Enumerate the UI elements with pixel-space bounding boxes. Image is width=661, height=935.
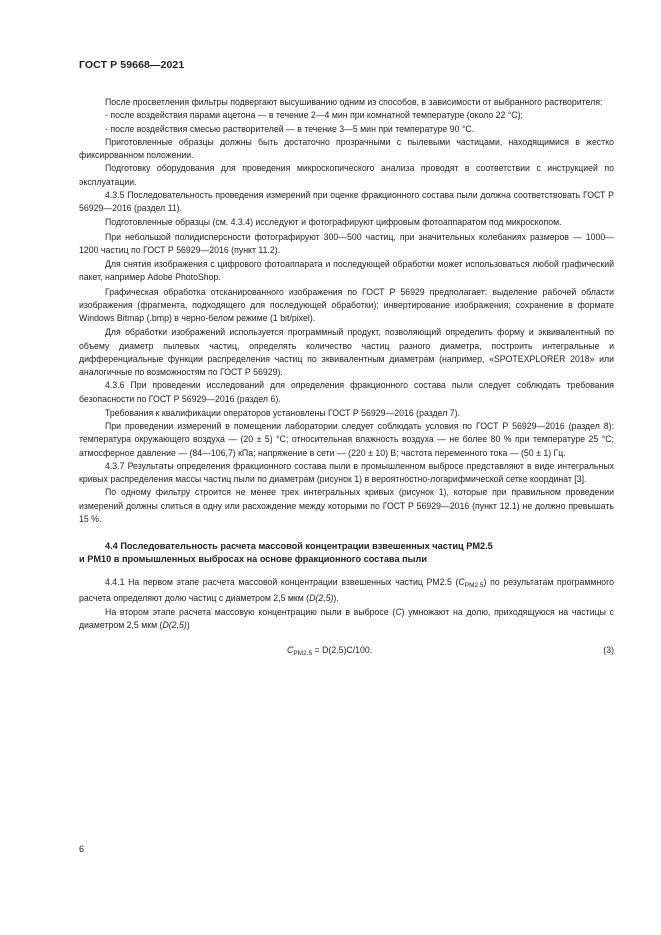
section-heading-line: 4.4 Последовательность расчета массовой концентрации взвешенных частиц PM2.5 [105, 541, 493, 551]
section-heading-4-4 [79, 540, 614, 566]
paragraph: Графическая обработка отсканированного изображения по ГОСТ Р 56929 предполагает: выделение рабочей области изображения (фрагмента, подходящего для последующей обработки); инвертирование изображения; сохранение в формате Windows Bitmap (.bmp) в черно-белом режиме (1 bit/pixel). [79, 286, 614, 323]
paragraph: Подготовку оборудования для проведения микроскопического анализа проводят в соответствии с инструкцией по эксплуатации. [79, 163, 614, 187]
paragraph: 4.3.5 Последовательность проведения измерений при оценке фракционного состава пыли должна соответствовать ГОСТ Р 56929—2016 (раздел 11). [79, 189, 614, 213]
paragraph: По одному фильтру строится не менее трех интегральных кривых (рисунок 1), которые при правильном проведении измерений должны слиться в одну или расхождение между которыми по ГОСТ Р 56929—2016 (пункт 12.1) не должно превышать 15 %. [79, 487, 614, 524]
page-number: 6 [79, 844, 85, 854]
paragraph: 4.3.7 Результаты определения фракционного состава пыли в промышленном выбросе представляют в виде интегральных кривых распределения массы частиц пыли по диаметрам (рисунок 1) в вероятностно-логарифмической сетке координат [3]. [79, 460, 614, 484]
paragraph: Приготовленные образцы должны быть достаточно прозрачными с пылевыми частицами, находящимися в жестко фиксированном положении. [79, 136, 614, 160]
formula-row [79, 638, 614, 668]
formula-3: $C_{PM2.5} = D(2,5)C/100$. [287, 645, 373, 657]
paragraph: После просветления фильтры подвергают высушиванию одним из способов, в зависимости от выбранного растворителя: [105, 97, 603, 107]
paragraph: 4.3.6 При проведении исследований для определения фракционного состава пыли следует соблюдать требования безопасности по ГОСТ Р 56929—2016 (раздел 6). [79, 380, 614, 404]
paragraph-second-stage: На втором этапе расчета массовую концентрацию пыли в выбросе (C) умножают на долю, приходящуюся на частицы с диаметром 2,5 мкм (D(2,5)) [79, 606, 614, 630]
paragraph: Подготовленные образцы (см. 4.3.4) исследуют и фотографируют цифровым фотоаппаратом под микроскопом. [105, 217, 562, 228]
paragraph: При проведении измерений в помещении лаборатории следует соблюдать условия по ГОСТ Р 56929—2016 (раздел 8): температура окружающего воздуха — (20 ± 5) °С; относительная влажность воздуха — не более 80 % при температуре 25 °С; атмосферное давление — (84—106,7) кПа; напряжение в сети — (220 ± 10) В; частота переменного тока — (50 ± 1) Гц. [79, 421, 614, 458]
formula-number: (3) [603, 645, 614, 655]
list-item: - после воздействия парами ацетона — в течение 2—4 мин при комнатной температуре (около 22 °С); [105, 110, 523, 121]
standard-header: ГОСТ Р 59668—2021 [79, 59, 185, 71]
paragraph: Для обработки изображений используется программный продукт, позволяющий определить форму и эквивалентный по объему диаметр пылевых частиц, определять количество частиц разного диаметра, построить интегральные и дифференциальные функции распределения частиц по эквивалентным диаметрам (например, «SPOTEXPLORER 2018» или аналогичные по возможностям по ГОСТ Р 56929). [79, 327, 614, 377]
paragraph: При небольшой полидисперсности фотографируют 300—500 частиц, при значительных колебаниях размеров — 1000—1200 частиц по ГОСТ Р 56929—2016 (пункт 11.2). [79, 231, 614, 255]
list-item: - после воздействия смесью растворителей — в течение 3—5 мин при температуре 90 °С. [105, 123, 475, 134]
paragraph: Для снятия изображения с цифрового фотоаппарата и последующей обработки может использоваться любой графический пакет, например Adobe PhotoShop. [79, 259, 614, 283]
paragraph: Требования к квалификации операторов установлены ГОСТ Р 56929—2016 (раздел 7). [105, 407, 460, 418]
paragraph-4-4-1: 4.4.1 На первом этапе расчета массовой концентрации взвешенных частиц PM2.5 $(C_{PM2.5})$ по результатам программного расчета определяют долю частиц с диаметром 2,5 мкм (D(2,5)). [79, 577, 615, 604]
section-heading-line: и PM10 в промышленных выбросах на основе фракционного состава пыли [79, 554, 428, 564]
body-text [79, 96, 614, 668]
